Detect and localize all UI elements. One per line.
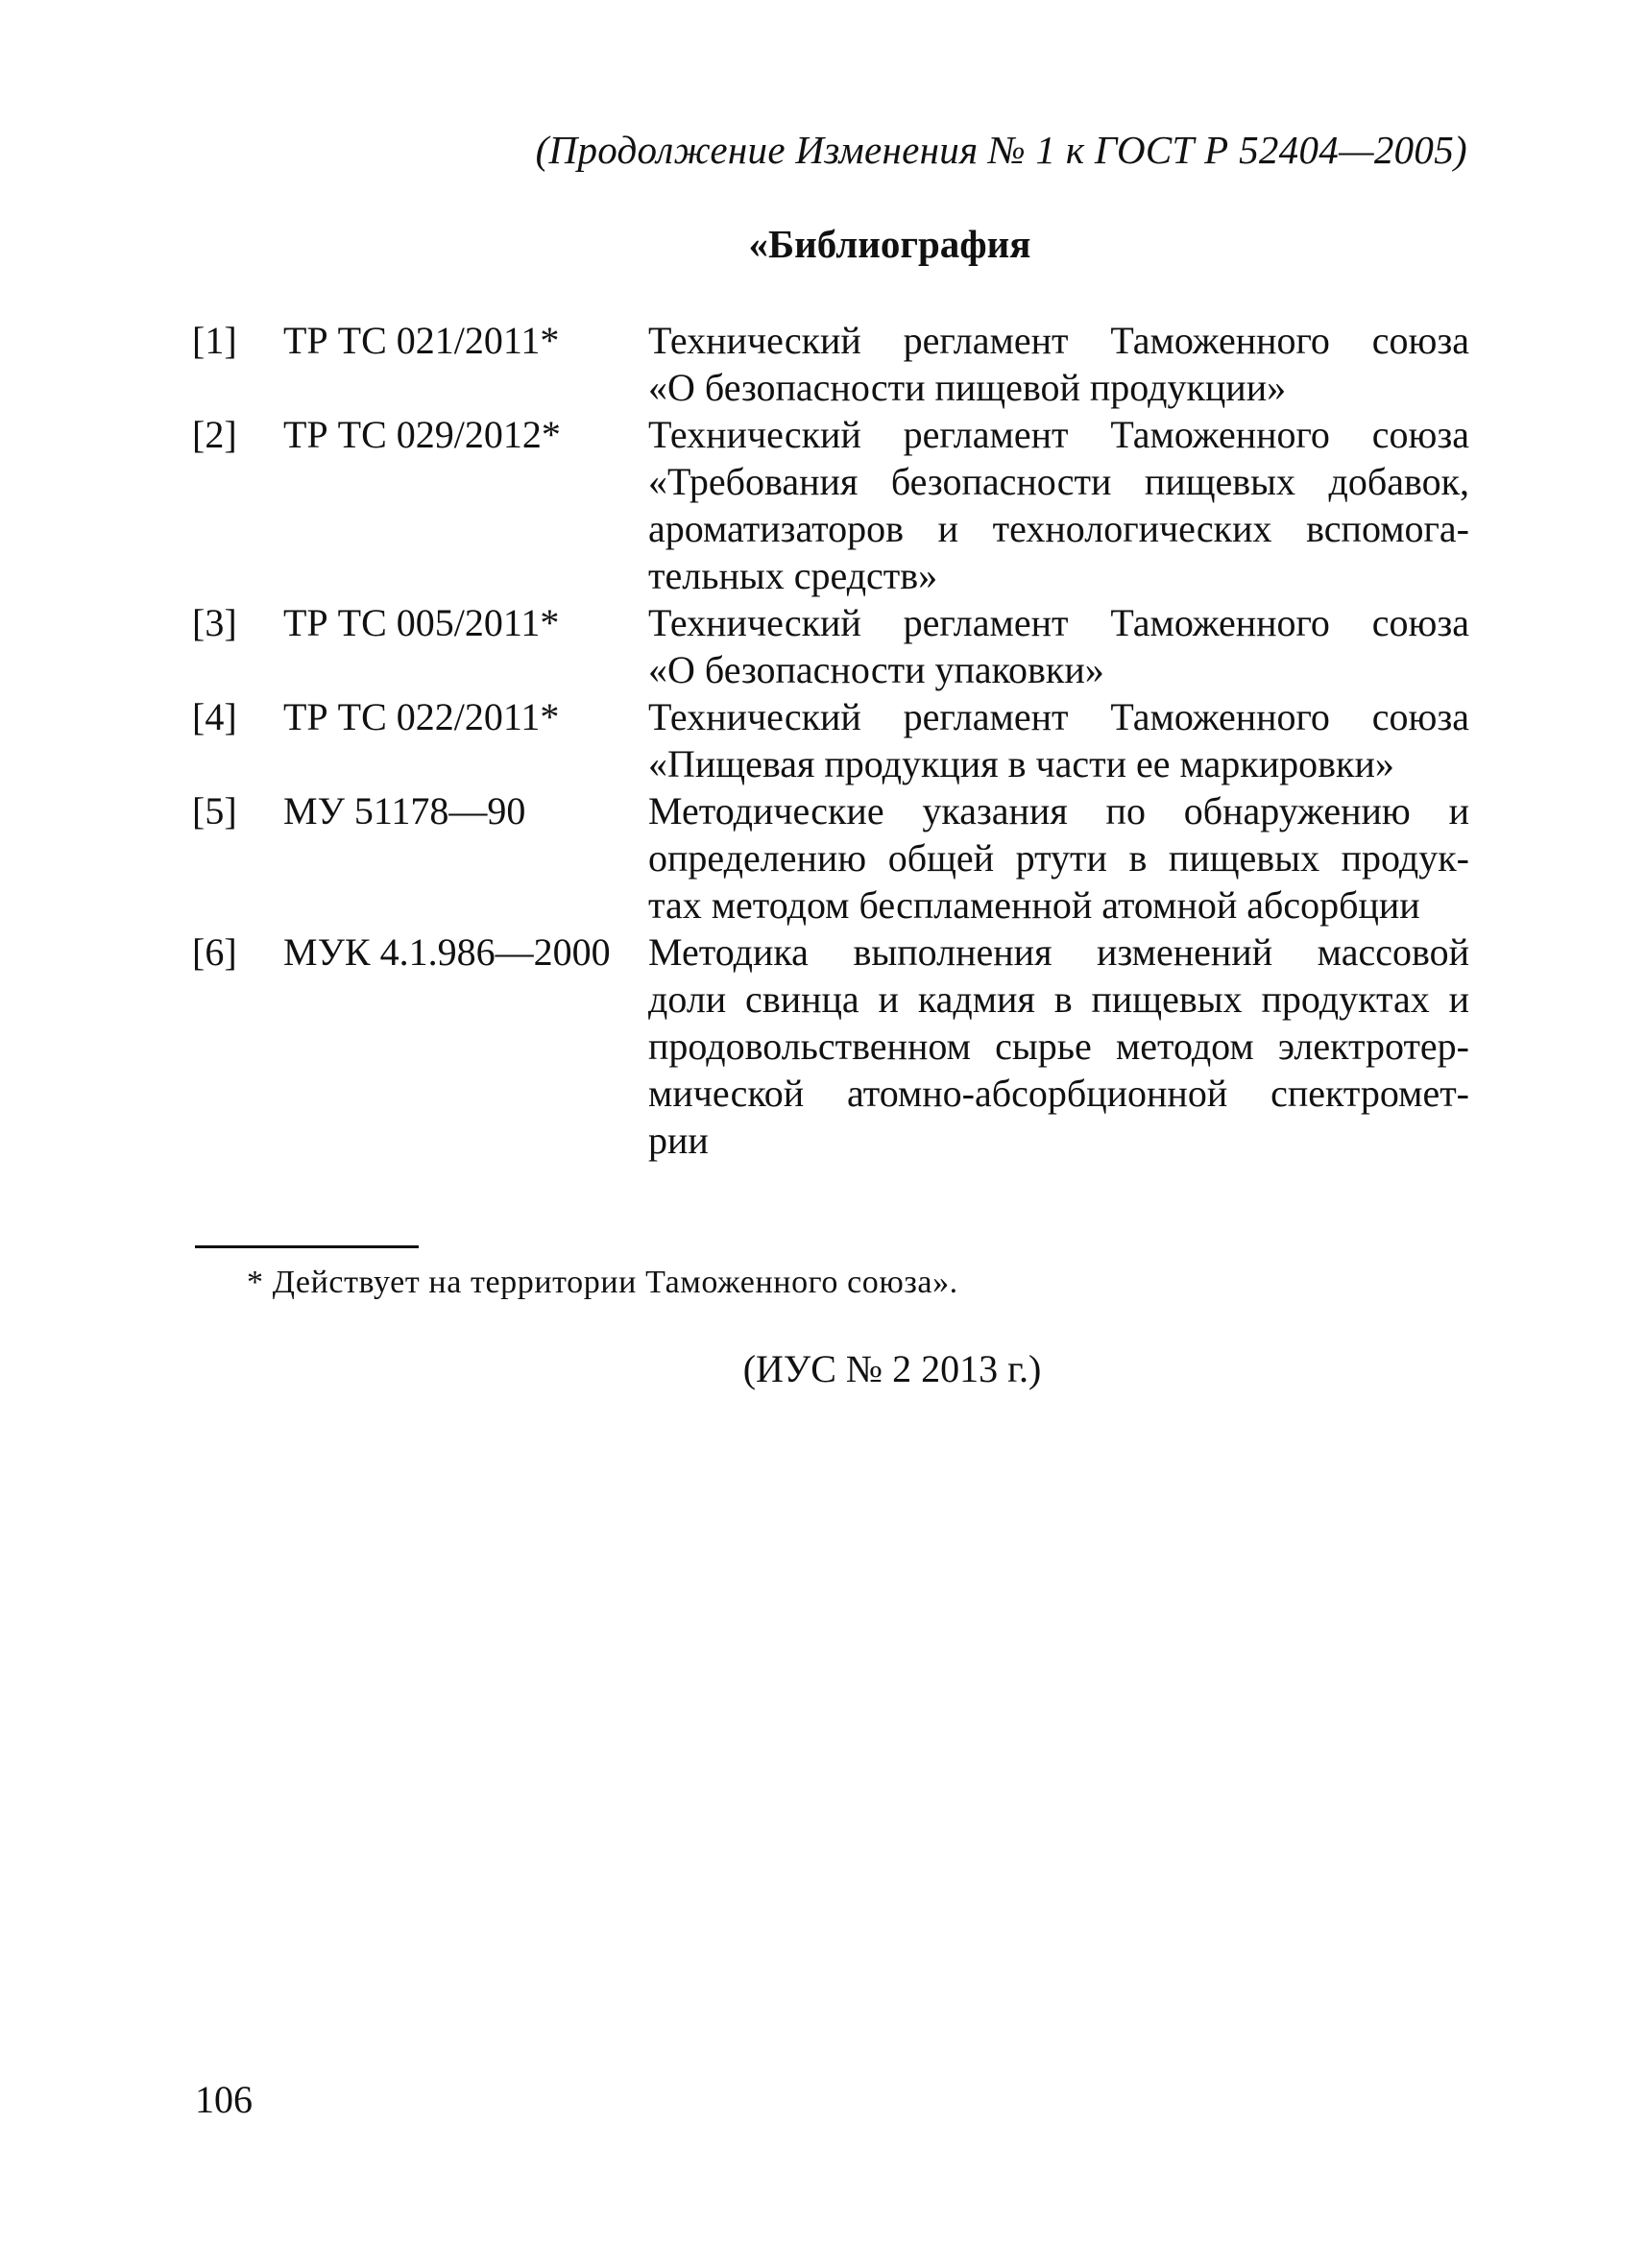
bibliography-entry (192, 929, 1469, 1164)
bibliography-list (192, 317, 1469, 1164)
footnote-rule (195, 1245, 419, 1248)
entry-number: [4] (192, 695, 237, 738)
entry-description-line: Технический регламент Таможенного союза (648, 413, 1469, 456)
entry-description-line: Технический регламент Таможенного союза (648, 319, 1469, 362)
entry-code: МУ 51178—90 (283, 789, 526, 832)
continuation-header: (Продолжение Изменения № 1 к ГОСТ Р 52404—2005) (535, 128, 1467, 172)
entry-code: МУК 4.1.986—2000 (283, 930, 611, 974)
bibliography-entry (192, 787, 1469, 929)
entry-number: [2] (192, 413, 237, 456)
footnote: * Действует на территории Таможенного союза». (247, 1265, 958, 1300)
entry-description (648, 411, 1469, 599)
entry-description-line: «О безопасности упаковки» (648, 648, 1104, 691)
entry-description-line: Технический регламент Таможенного союза (648, 601, 1469, 644)
entry-description-line: тельных средств» (648, 554, 938, 597)
entry-description-line: «О безопасности пищевой продукции» (648, 366, 1287, 409)
entry-description-line: мической атомно-абсорбционной спектромет- (648, 1072, 1469, 1115)
entry-description-line: тах методом беспламенной атомной абсорбции (648, 883, 1420, 927)
entry-description-line: ароматизаторов и технологических вспомога- (648, 507, 1469, 550)
bibliography-entry (192, 599, 1469, 693)
bibliography-entry (192, 411, 1469, 599)
entry-number: [6] (192, 930, 237, 974)
page-number: 106 (195, 2078, 253, 2121)
entry-number: [1] (192, 319, 237, 362)
entry-code: ТР ТС 029/2012* (283, 413, 561, 456)
entry-description-line: Методические указания по обнаружению и (648, 789, 1469, 832)
entry-description (648, 929, 1469, 1164)
bibliography-entry (192, 693, 1469, 787)
entry-description-line: «Требования безопасности пищевых добавок, (648, 460, 1469, 503)
entry-code: ТР ТС 005/2011* (283, 601, 560, 644)
entry-description (648, 693, 1469, 787)
entry-description (648, 787, 1469, 929)
bibliography-entry (192, 317, 1469, 411)
entry-description-line: рии (648, 1119, 709, 1162)
entry-number: [5] (192, 789, 237, 832)
ius-reference: (ИУС № 2 2013 г.) (742, 1347, 1042, 1390)
entry-description-line: Технический регламент Таможенного союза (648, 695, 1469, 738)
bibliography-heading: «Библиография (748, 222, 1031, 266)
entry-code: ТР ТС 021/2011* (283, 319, 560, 362)
entry-description-line: продовольственном сырье методом электротер- (648, 1025, 1469, 1068)
entry-description-line: Методика выполнения изменений массовой (648, 930, 1469, 974)
entry-code: ТР ТС 022/2011* (283, 695, 560, 738)
entry-description-line: определению общей ртути в пищевых продук- (648, 836, 1469, 880)
entry-description (648, 599, 1469, 693)
entry-description (648, 317, 1469, 411)
entry-description-line: доли свинца и кадмия в пищевых продуктах и (648, 977, 1469, 1021)
entry-number: [3] (192, 601, 237, 644)
entry-description-line: «Пищевая продукция в части ее маркировки» (648, 742, 1394, 785)
